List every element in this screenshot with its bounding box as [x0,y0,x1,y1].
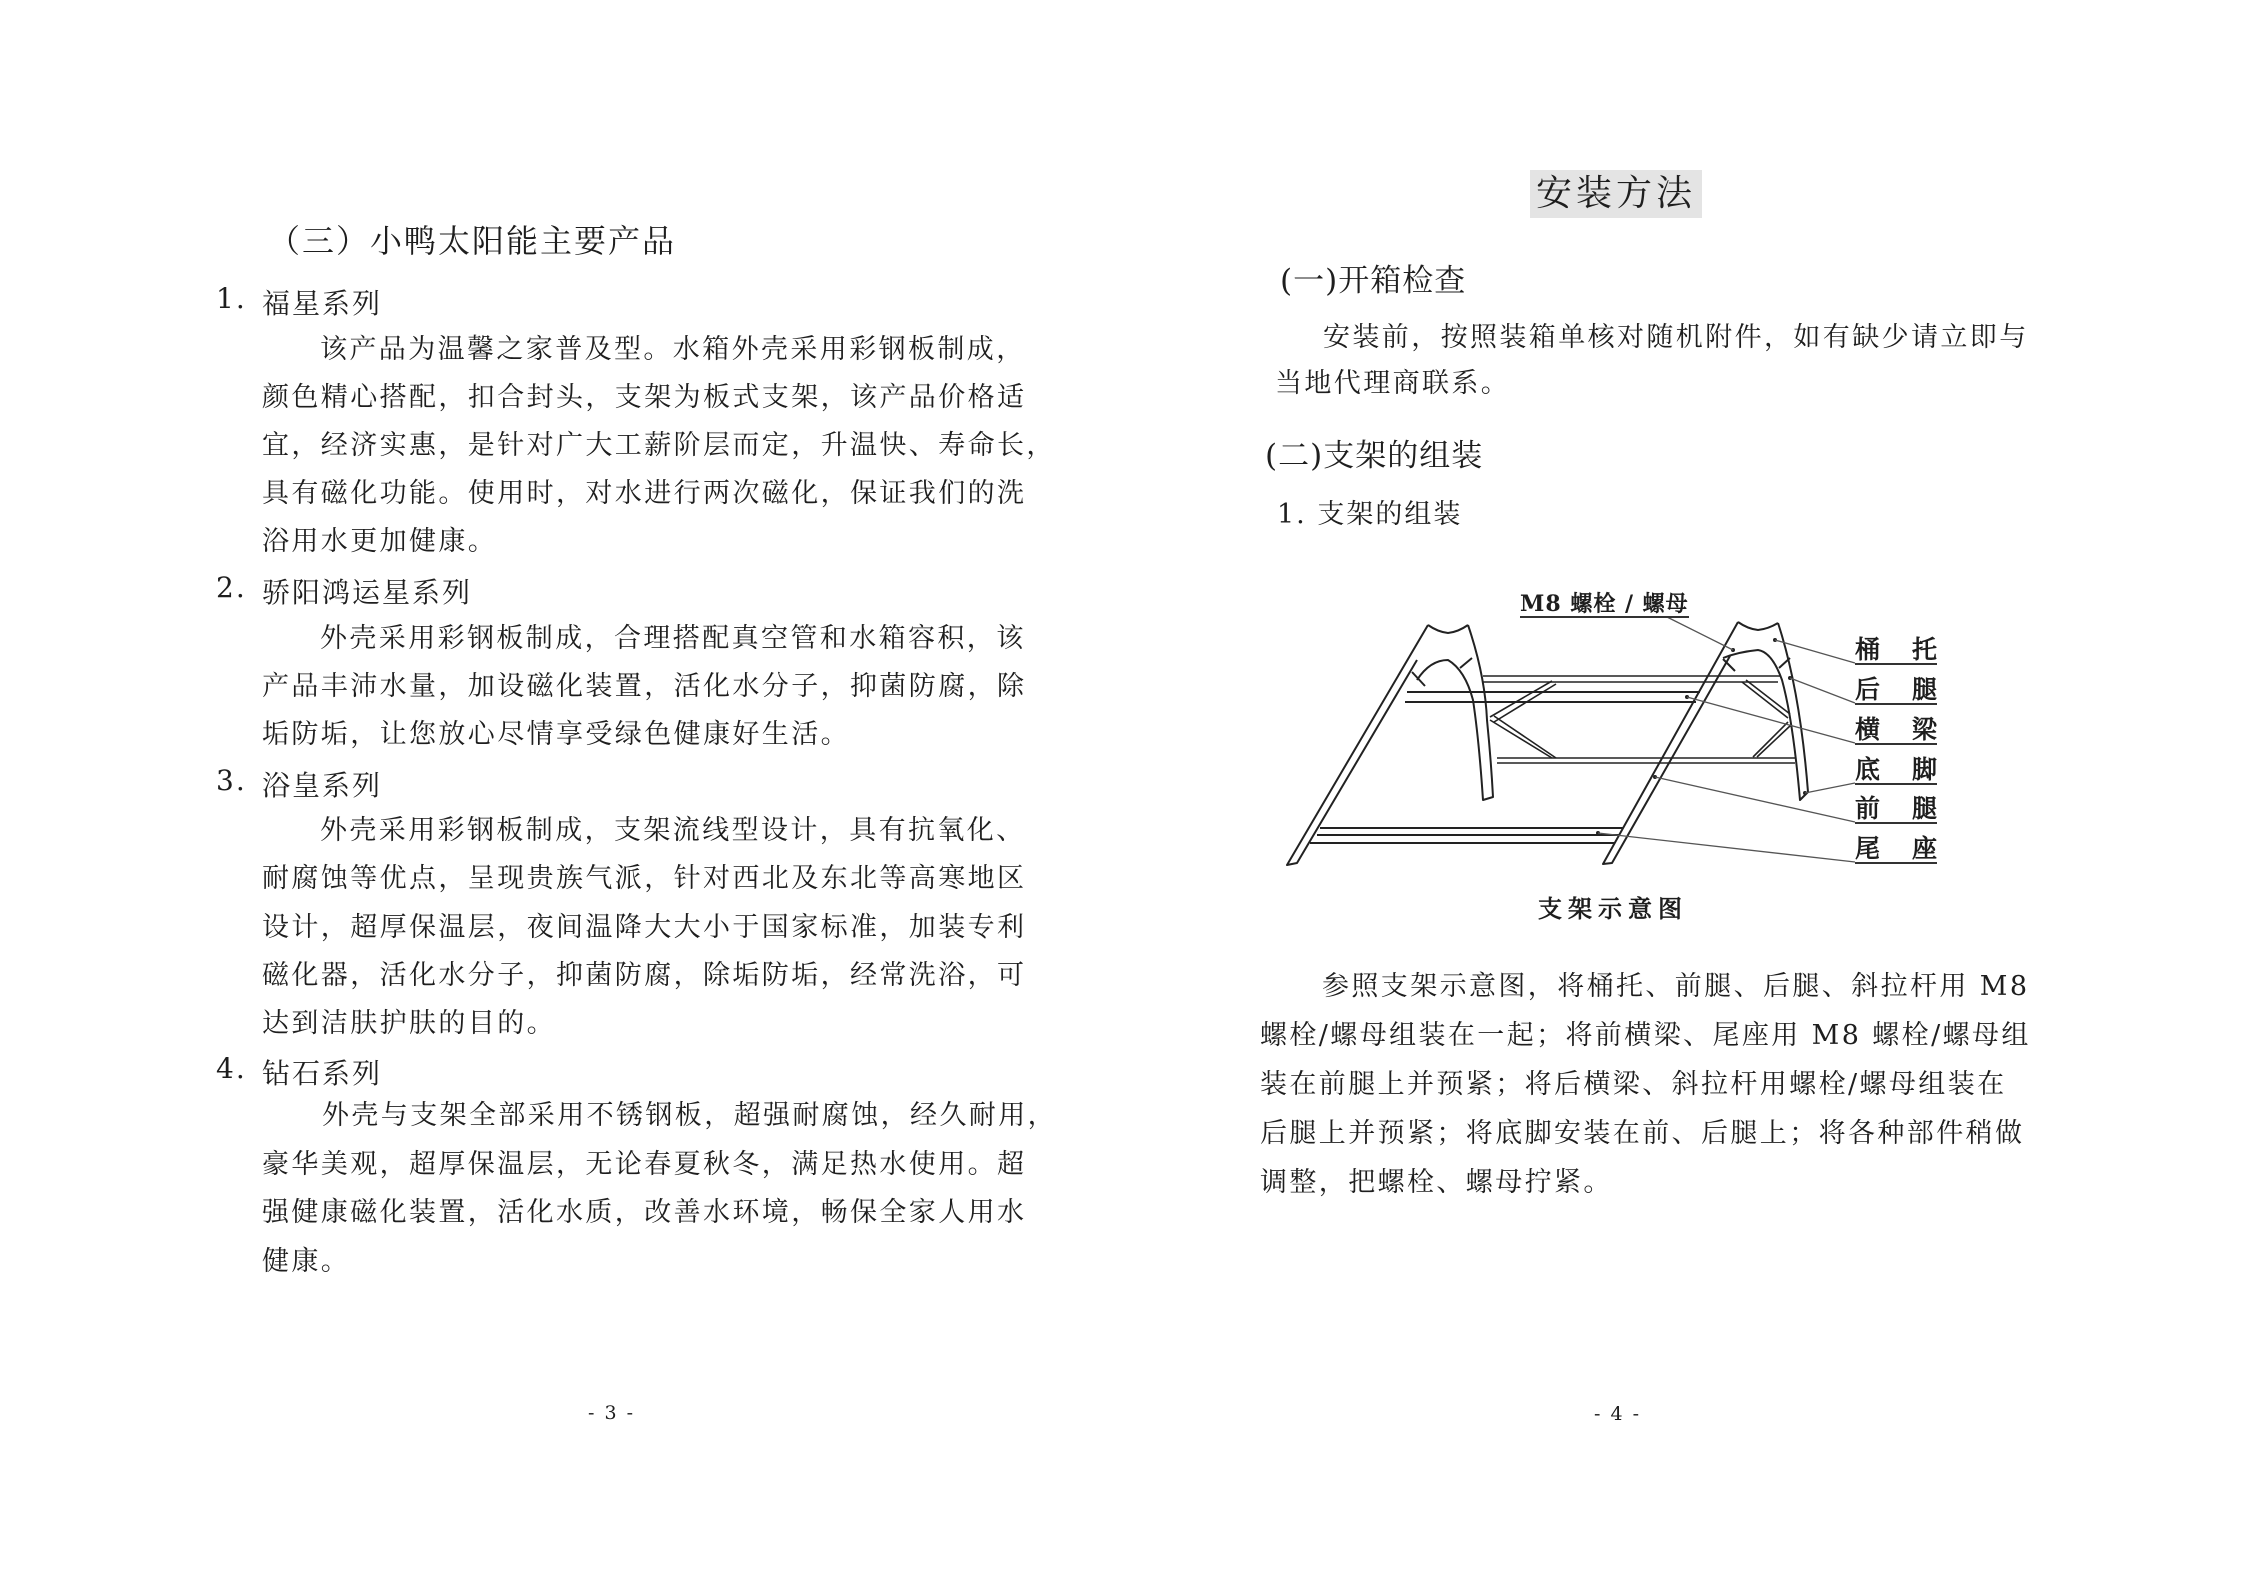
item-number: 2. [216,571,247,604]
body-line: 磁化器，活化水分子，抑菌防腐，除垢防垢，经常洗浴，可 [262,960,1027,991]
part-label-char: 后 [1855,675,1881,704]
body-line: 浴用水更加健康。 [262,526,498,557]
body-line: 颜色精心搭配，扣合封头，支架为板式支架，该产品价格适 [262,382,1027,413]
page-title: 安装方法 [1530,170,1702,218]
body-line: 参照支架示意图，将桶托、前腿、后腿、斜拉杆用 M8 [1322,971,2030,1002]
body-line: 设计，超厚保温层，夜间温降大大小于国家标准，加装专利 [262,912,1027,943]
part-label-char: 托 [1911,635,1937,664]
bolt-nut-label: M8 螺栓 / 螺母 [1520,591,1689,617]
part-label-char: 座 [1911,834,1937,863]
part-label-char: 梁 [1911,715,1937,744]
body-line: 外壳采用彩钢板制成，合理搭配真空管和水箱容积，该 [320,623,1026,654]
part-label-char: 桶 [1855,635,1881,664]
body-line: 装在前腿上并预紧；将后横梁、斜拉杆用螺栓/螺母组装在 [1260,1069,2007,1100]
section-title: （三）小鸭太阳能主要产品 [268,222,677,260]
section-heading-assembly: (二)支架的组装 [1265,438,1484,474]
body-line: 后腿上并预紧；将底脚安装在前、后腿上；将各种部件稍做 [1260,1118,2025,1149]
body-line: 调整，把螺栓、螺母拧紧。 [1260,1167,1613,1198]
body-line: 健康。 [262,1246,351,1277]
page-number: - 4 - [1594,1403,1642,1425]
part-label-bucket-holder [1855,637,1937,665]
part-label-char: 尾 [1855,834,1881,863]
body-line: 具有磁化功能。使用时，对水进行两次磁化，保证我们的洗 [262,478,1027,509]
body-line: 宜，经济实惠，是针对广大工薪阶层而定，升温快、寿命长， [262,430,1056,461]
body-line: 外壳与支架全部采用不锈钢板，超强耐腐蚀，经久耐用， [322,1100,1057,1131]
body-line: 豪华美观，超厚保温层，无论春夏秋冬，满足热水使用。超 [262,1149,1027,1180]
body-line: 当地代理商联系。 [1275,368,1511,399]
body-line: 安装前，按照装箱单核对随机附件，如有缺少请立即与 [1323,322,2029,353]
part-label-cross-beam [1855,717,1937,745]
body-line: 达到洁肤护肤的目的。 [262,1008,556,1039]
diagram-caption: 支架示意图 [1538,894,1688,923]
item-number: 4. [216,1052,247,1085]
body-line: 外壳采用彩钢板制成，支架流线型设计，具有抗氧化、 [320,815,1026,846]
item-heading: 浴皇系列 [262,769,383,802]
part-label-foot [1855,757,1937,785]
body-line: 产品丰沛水量，加设磁化装置，活化水分子，抑菌防腐，除 [262,671,1027,702]
page-number: - 3 - [588,1402,636,1424]
part-label-char: 腿 [1911,675,1937,704]
sub-heading: 1. 支架的组装 [1277,499,1463,530]
part-label-char: 腿 [1911,794,1937,823]
bracket-diagram [1280,580,1980,1040]
part-label-front-leg [1855,796,1937,824]
section-heading-unpack: (一)开箱检查 [1280,263,1467,299]
body-line: 耐腐蚀等优点，呈现贵族气派，针对西北及东北等高寒地区 [262,863,1027,894]
body-line: 螺栓/螺母组装在一起；将前横梁、尾座用 M8 螺栓/螺母组 [1260,1020,2031,1051]
body-line: 该产品为温馨之家普及型。水箱外壳采用彩钢板制成， [320,334,1026,365]
body-line: 强健康磁化装置，活化水质，改善水环境，畅保全家人用水 [262,1197,1027,1228]
part-label-char: 底 [1855,755,1881,784]
part-label-char: 脚 [1911,755,1937,784]
part-label-char: 横 [1855,715,1881,744]
item-number: 1. [216,282,247,315]
body-line: 垢防垢，让您放心尽情享受绿色健康好生活。 [262,719,850,750]
item-heading: 钻石系列 [262,1057,383,1090]
item-heading: 福星系列 [262,287,383,320]
part-label-rear-leg [1855,677,1937,705]
item-heading: 骄阳鸿运星系列 [262,576,473,609]
part-label-tail-seat [1855,836,1937,864]
part-label-char: 前 [1855,794,1881,823]
item-number: 3. [216,764,247,797]
